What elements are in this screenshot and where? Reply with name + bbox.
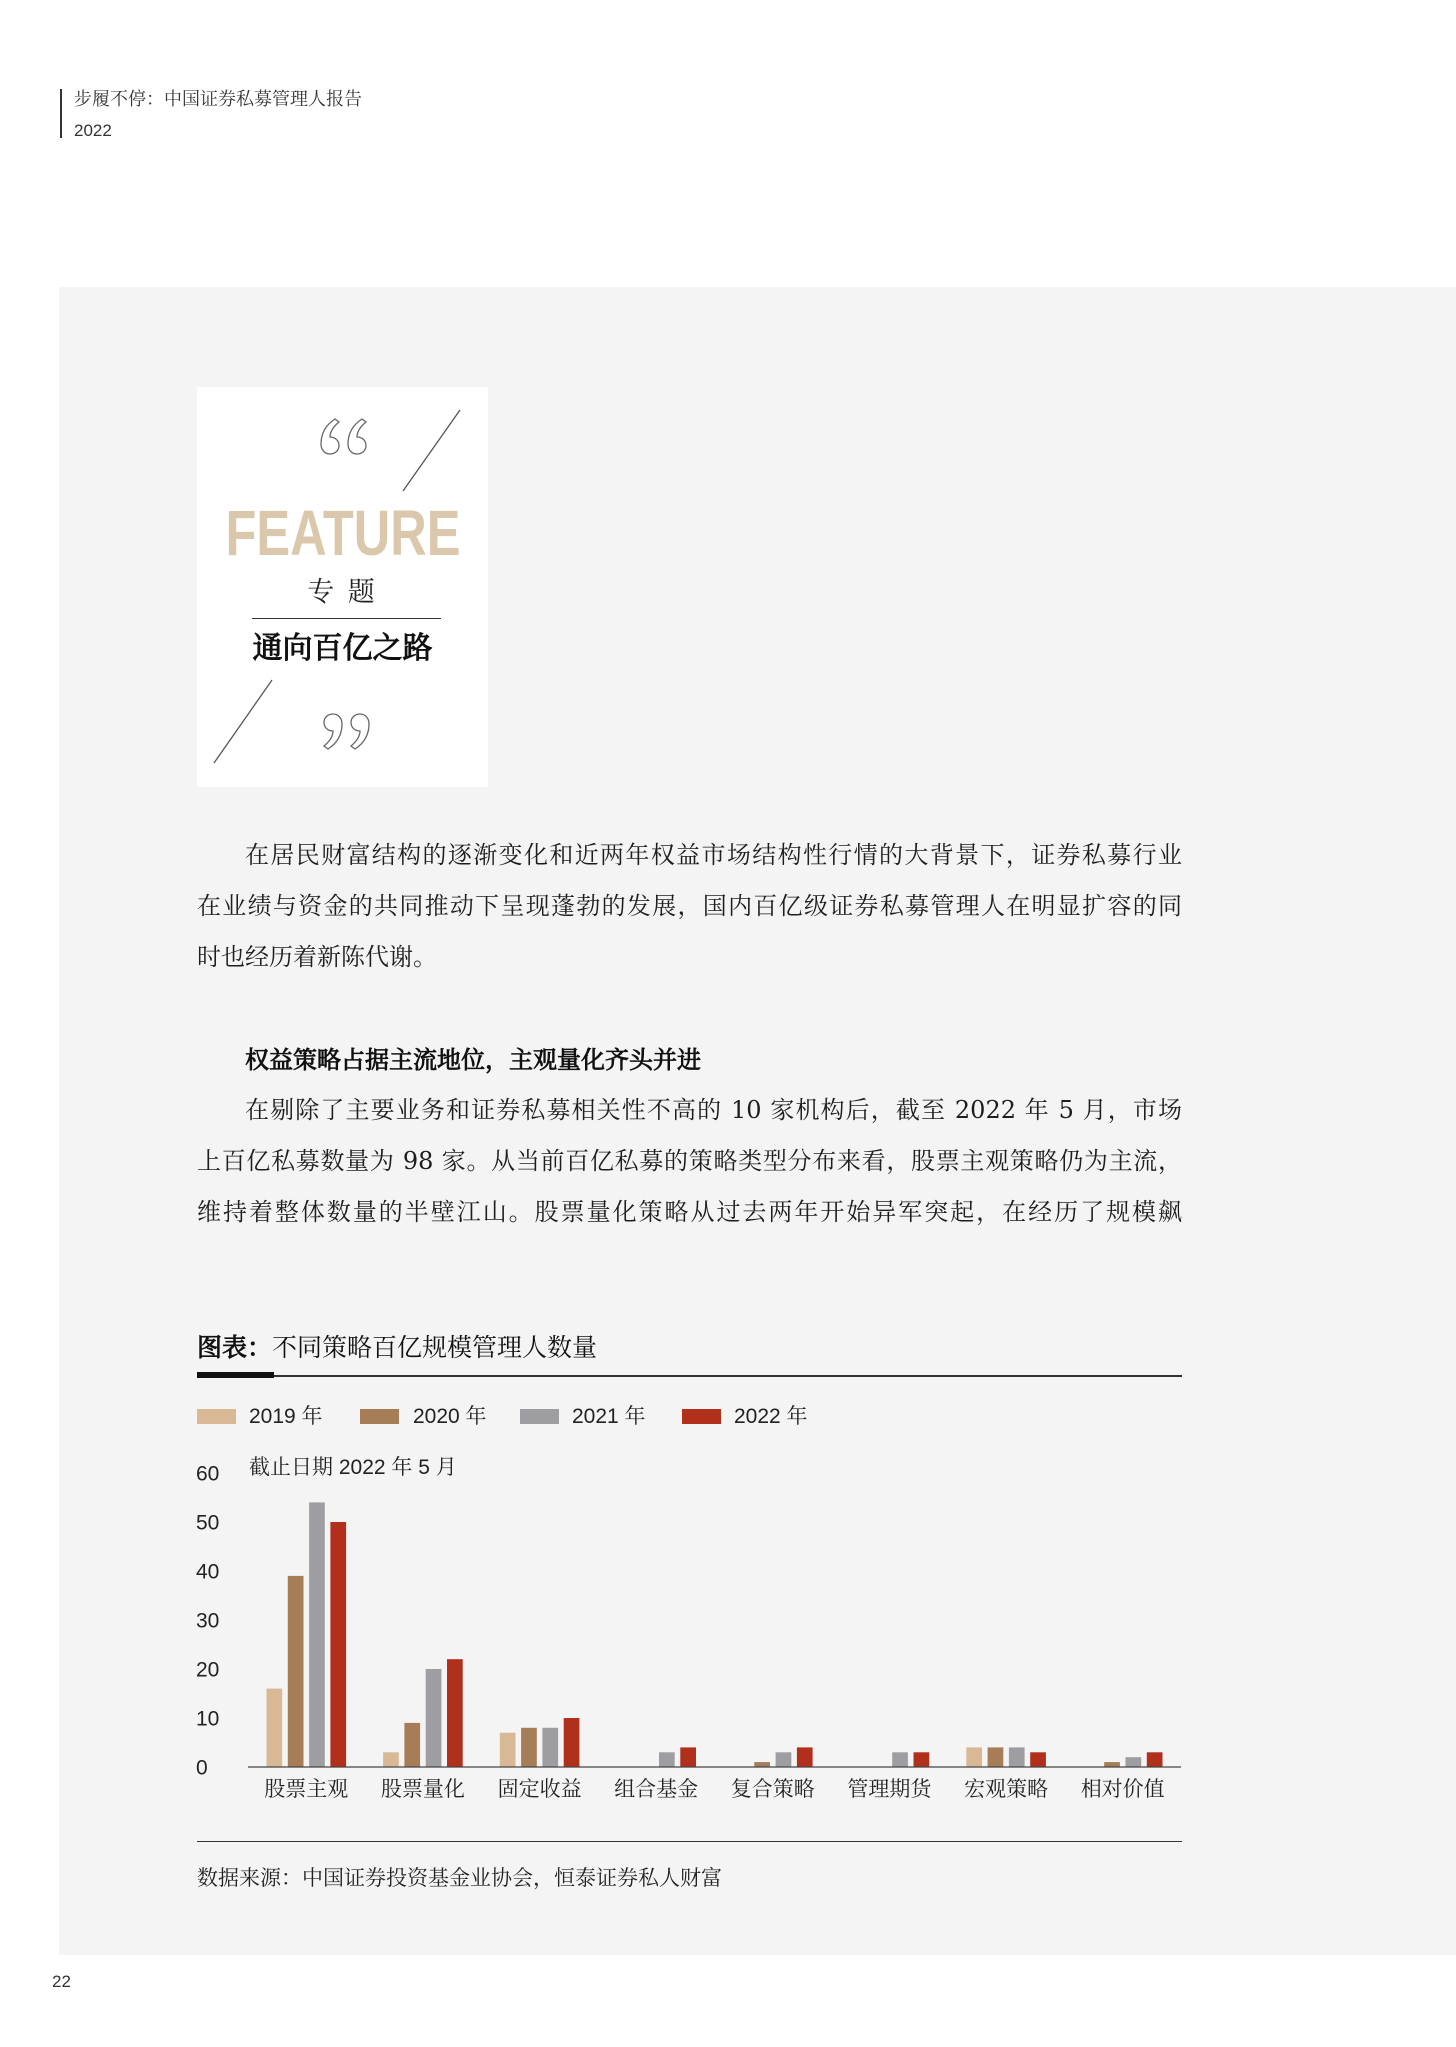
- bar-series4-category7: [1030, 1752, 1046, 1767]
- bar-series1-category1: [267, 1689, 283, 1767]
- x-category-label: 组合基金: [614, 1778, 699, 1801]
- legend-label-2020: 2020 年: [413, 1405, 487, 1428]
- x-category-label: 复合策略: [730, 1778, 815, 1801]
- legend-swatch-2022: [682, 1409, 721, 1424]
- legend-label-2022: 2022 年: [734, 1405, 808, 1428]
- y-tick-label: 50: [196, 1511, 220, 1535]
- x-category-label: 固定收益: [497, 1778, 582, 1801]
- section-heading: 权益策略占据主流地位，主观量化齐头并进: [245, 1045, 701, 1074]
- feature-label: FEATURE: [224, 497, 461, 569]
- chart-source: 数据来源：中国证券投资基金业协会，恒泰证券私人财富: [197, 1867, 722, 1890]
- bar-series2-category3: [521, 1728, 537, 1767]
- section-line: 在剔除了主要业务和证券私募相关性不高的 10 家机构后，截至 2022 年 5 月，市场: [245, 1096, 1182, 1124]
- bar-series2-category1: [288, 1576, 304, 1767]
- bar-series3-category7: [1009, 1747, 1025, 1767]
- header-rule: [60, 89, 62, 138]
- top-diagonal-line: [403, 410, 460, 491]
- bottom-diagonal-line: [214, 680, 272, 763]
- intro-paragraph: [197, 830, 1182, 983]
- bar-series4-category6: [914, 1752, 930, 1767]
- chart-annotation: 截止日期 2022 年 5 月: [249, 1456, 457, 1479]
- x-category-label: 宏观策略: [964, 1778, 1049, 1801]
- y-tick-label: 30: [196, 1609, 220, 1633]
- bar-series3-category5: [776, 1752, 792, 1767]
- x-category-label: 股票主观: [264, 1778, 349, 1801]
- legend-label-2021: 2021 年: [572, 1405, 646, 1428]
- bar-series4-category2: [447, 1659, 463, 1767]
- chart-title-rule: [197, 1375, 1182, 1377]
- bar-series2-category8: [1104, 1762, 1120, 1767]
- intro-line: 时也经历着新陈代谢。: [197, 943, 437, 971]
- legend-swatch-2020: [360, 1409, 399, 1424]
- x-category-label: 股票量化: [380, 1778, 465, 1801]
- bar-series3-category1: [309, 1502, 325, 1767]
- section-line: 上百亿私募数量为 98 家。从当前百亿私募的策略类型分布来看，股票主观策略仍为主流，: [197, 1147, 1182, 1175]
- bar-series3-category6: [892, 1752, 908, 1767]
- bar-series2-category2: [404, 1723, 420, 1767]
- feature-title: 通向百亿之路: [252, 632, 433, 665]
- x-category-label: 相对价值: [1080, 1778, 1165, 1801]
- close-quote-icon: [324, 714, 369, 749]
- legend-label-2019: 2019 年: [249, 1405, 323, 1428]
- feature-category: 专 题: [307, 577, 378, 607]
- bar-series1-category7: [966, 1747, 982, 1767]
- bar-series3-category3: [542, 1728, 558, 1767]
- y-tick-label: 40: [196, 1560, 220, 1584]
- section-line: 维持着整体数量的半壁江山。股票量化策略从过去两年开始异军突起，在经历了规模飙: [197, 1198, 1182, 1226]
- y-tick-label: 0: [196, 1756, 208, 1780]
- bar-series4-category3: [564, 1718, 580, 1767]
- intro-line: 在居民财富结构的逐渐变化和近两年权益市场结构性行情的大背景下，证券私募行业: [245, 841, 1182, 869]
- bar-series1-category2: [383, 1752, 399, 1767]
- feature-divider: [252, 618, 441, 619]
- chart-title-accent-bar: [197, 1372, 274, 1378]
- intro-line: 在业绩与资金的共同推动下呈现蓬勃的发展，国内百亿级证券私募管理人在明显扩容的同: [197, 892, 1182, 920]
- bar-series1-category3: [500, 1733, 516, 1767]
- bar-series2-category5: [754, 1762, 770, 1767]
- y-tick-label: 60: [196, 1462, 220, 1486]
- feature-box: [197, 387, 488, 787]
- chart-title: [197, 1332, 597, 1364]
- page-number: 22: [52, 1972, 71, 1991]
- chart-bottom-rule: [197, 1841, 1182, 1842]
- open-quote-icon: [321, 419, 366, 454]
- bar-series4-category5: [797, 1747, 813, 1767]
- bar-series4-category4: [680, 1747, 696, 1767]
- chart-title-text: 不同策略百亿规模管理人数量: [272, 1334, 598, 1362]
- bar-series4-category1: [330, 1522, 346, 1767]
- bar-series4-category8: [1147, 1752, 1163, 1767]
- section-body: [197, 1034, 1182, 1238]
- bar-series3-category2: [426, 1669, 442, 1767]
- bar-chart: [180, 1450, 1190, 1815]
- chart-title-prefix: 图表：: [197, 1334, 273, 1362]
- legend-swatch-2021: [520, 1409, 559, 1424]
- y-tick-label: 10: [196, 1707, 220, 1731]
- report-year: 2022: [74, 121, 112, 140]
- bar-series3-category8: [1126, 1757, 1142, 1767]
- report-title: 步履不停：中国证券私募管理人报告: [74, 89, 362, 109]
- x-category-label: 管理期货: [847, 1778, 932, 1801]
- bar-series2-category7: [988, 1747, 1004, 1767]
- bar-series3-category4: [659, 1752, 675, 1767]
- legend-swatch-2019: [197, 1409, 236, 1424]
- y-tick-label: 20: [196, 1658, 220, 1682]
